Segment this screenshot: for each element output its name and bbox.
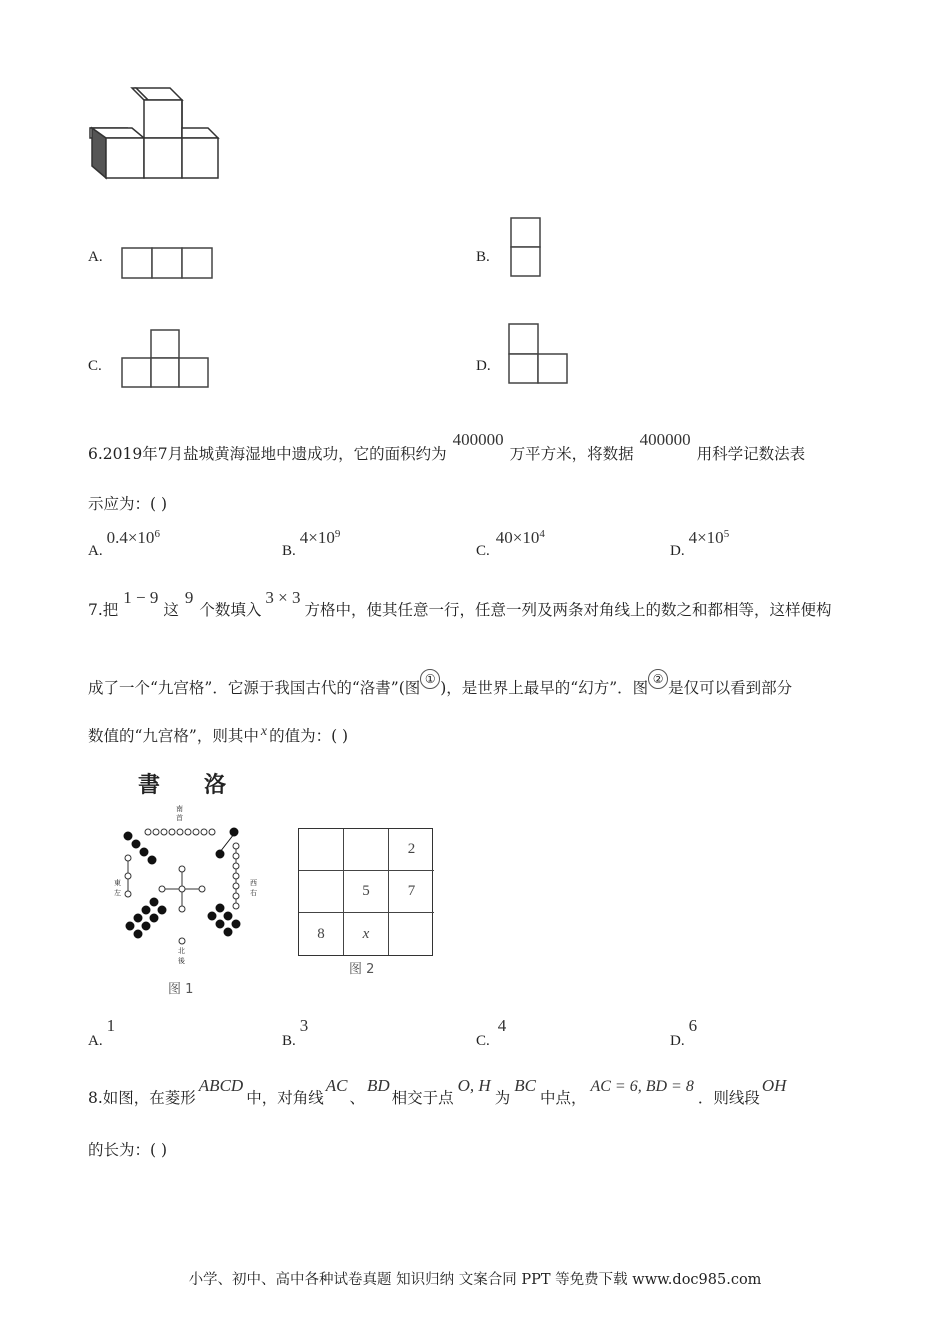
q8-math-ac: AC	[325, 1076, 348, 1095]
q6-option-c-exp: 4	[539, 528, 545, 540]
option-b-label[interactable]: B.	[476, 249, 490, 265]
q7-option-b-value: 3	[299, 1016, 309, 1035]
q6-option-d-exp: 5	[723, 528, 730, 540]
luoshu-left: 左	[114, 889, 121, 897]
q7-text-c: 个数填入	[199, 601, 262, 619]
grid-cell	[299, 871, 344, 913]
q8-math-lengths: AC = 6, BD = 8	[590, 1078, 694, 1095]
q8-text-f: 中点，	[539, 1089, 587, 1107]
q7-option-c-label: C.	[476, 1033, 490, 1049]
q8-text-g: ．则线段	[697, 1089, 760, 1107]
figure-1-caption: 图 1	[168, 982, 194, 997]
q6-option-c[interactable]	[476, 528, 545, 559]
q7-option-b[interactable]	[282, 1016, 309, 1049]
page-footer[interactable]: 小学、初中、高中各种试卷真题 知识归纳 文案合同 PPT 等免费下载 www.doc985.com	[188, 1272, 762, 1288]
q6-option-b-value: 4×10	[299, 528, 335, 547]
q6-number-2: 400000	[639, 430, 691, 449]
grid-cell	[344, 829, 389, 871]
q6-option-d-value: 4×10	[688, 528, 724, 547]
grid-cell: 2	[389, 829, 434, 871]
q7-option-c-value: 4	[497, 1016, 507, 1035]
option-c-label[interactable]: C.	[88, 358, 102, 374]
q7-text-g: 是仅可以看到部分	[668, 679, 793, 697]
q6-line2: 示应为：( )	[88, 495, 168, 513]
q7-option-a[interactable]	[88, 1016, 116, 1049]
luoshu-head: 首	[176, 814, 183, 822]
q8-line2: 的长为：( )	[88, 1141, 168, 1159]
q8-text-a: 8.如图，在菱形	[88, 1089, 196, 1107]
q7-math-range: 1 − 9	[123, 588, 159, 607]
q7-text-i: 的值为：( )	[269, 727, 349, 745]
q7-option-a-label: A.	[88, 1033, 103, 1049]
option-d-figure[interactable]	[507, 322, 571, 386]
q7-line1	[88, 588, 832, 620]
q7-math-x: x	[260, 724, 268, 739]
q6-option-b[interactable]	[282, 528, 341, 559]
q8-text-e: 为	[494, 1089, 511, 1107]
q6-option-d-label: D.	[670, 543, 685, 559]
q8-math-abcd: ABCD	[198, 1076, 244, 1095]
nine-grid-figure	[298, 828, 434, 958]
q6-option-a-value: 0.4×10	[106, 528, 155, 547]
q6-option-d[interactable]	[670, 528, 730, 559]
q6-options	[88, 528, 868, 558]
luoshu-figure	[100, 766, 275, 998]
q8-text-b: 中，对角线	[246, 1089, 324, 1107]
q8-math-oh: O, H	[457, 1076, 491, 1095]
grid-cell	[299, 829, 344, 871]
luoshu-west: 西	[250, 879, 257, 887]
q7-option-b-label: B.	[282, 1033, 296, 1049]
q7-option-d[interactable]	[670, 1016, 698, 1049]
q6-option-a[interactable]	[88, 528, 160, 559]
q8-text-c: 、	[349, 1089, 365, 1107]
grid-cell: 7	[389, 871, 434, 913]
luoshu-north: 北	[178, 947, 185, 955]
luoshu-title-1: 書	[138, 772, 161, 798]
q7-option-d-value: 6	[688, 1016, 698, 1035]
q6-text-b: 万平方米，将数据	[509, 445, 634, 463]
option-d-label[interactable]: D.	[476, 358, 491, 374]
q8-text-d: 相交于点	[391, 1089, 454, 1107]
grid-cell: 8	[299, 913, 344, 955]
q6-option-a-exp: 6	[154, 528, 160, 540]
q7-line2	[88, 672, 793, 699]
luoshu-dots	[100, 766, 275, 998]
luoshu-right: 右	[250, 889, 257, 897]
q7-text-a: 7.把	[88, 601, 119, 619]
option-b-figure[interactable]	[508, 216, 544, 278]
q6-option-b-label: B.	[282, 543, 296, 559]
q7-option-a-value: 1	[106, 1016, 116, 1035]
q6-text-a: 6.2019年7月盐城黄海湿地中遗成功，它的面积约为	[88, 445, 447, 463]
q8-math-bd: BD	[366, 1076, 390, 1095]
q7-text-b: 这	[163, 601, 179, 619]
grid-cell: 5	[344, 871, 389, 913]
grid-cell	[389, 913, 434, 955]
q8-math-bc: BC	[514, 1076, 536, 1095]
q6-number-1: 400000	[452, 430, 504, 449]
luoshu-title-2: 洛	[204, 772, 227, 798]
option-c-figure[interactable]	[120, 328, 212, 390]
cube-stack-figure	[88, 86, 223, 182]
q6-option-c-label: C.	[476, 543, 490, 559]
circled-two-icon: ②	[648, 669, 668, 689]
q7-option-c[interactable]	[476, 1016, 507, 1049]
grid-cell: x	[344, 913, 389, 955]
q6-option-b-exp: 9	[334, 528, 341, 540]
q7-text-d: 方格中，使其任意一行，任意一列及两条对角线上的数之和都相等，这样便构	[304, 601, 832, 619]
option-a-label[interactable]: A.	[88, 249, 103, 265]
q6-option-a-label: A.	[88, 543, 103, 559]
luoshu-south: 南	[176, 805, 183, 813]
q7-text-e: 成了一个“九宫格”．它源于我国古代的“洛書”(图	[88, 679, 421, 697]
q8-line1	[88, 1076, 788, 1108]
q7-math-nine: 9	[184, 588, 194, 607]
luoshu-east: 東	[114, 879, 121, 887]
q7-text-f: )，是世界上最早的“幻方”．图	[440, 679, 649, 697]
q6-line1	[88, 430, 806, 464]
q6-text-c: 用科学记数法表	[696, 445, 806, 463]
circled-one-icon: ①	[420, 669, 440, 689]
q7-options	[88, 1016, 868, 1050]
figure-2-caption: 图 2	[349, 962, 375, 977]
q7-math-grid: 3 × 3	[265, 588, 301, 607]
option-a-figure[interactable]	[120, 246, 214, 280]
q8-math-oh-segment: OH	[761, 1076, 787, 1095]
luoshu-back: 後	[178, 957, 185, 965]
q7-text-h: 数值的“九宫格”，则其中	[88, 727, 259, 745]
q6-option-c-value: 40×10	[495, 528, 540, 547]
q7-line3	[88, 724, 348, 746]
q7-option-d-label: D.	[670, 1033, 685, 1049]
